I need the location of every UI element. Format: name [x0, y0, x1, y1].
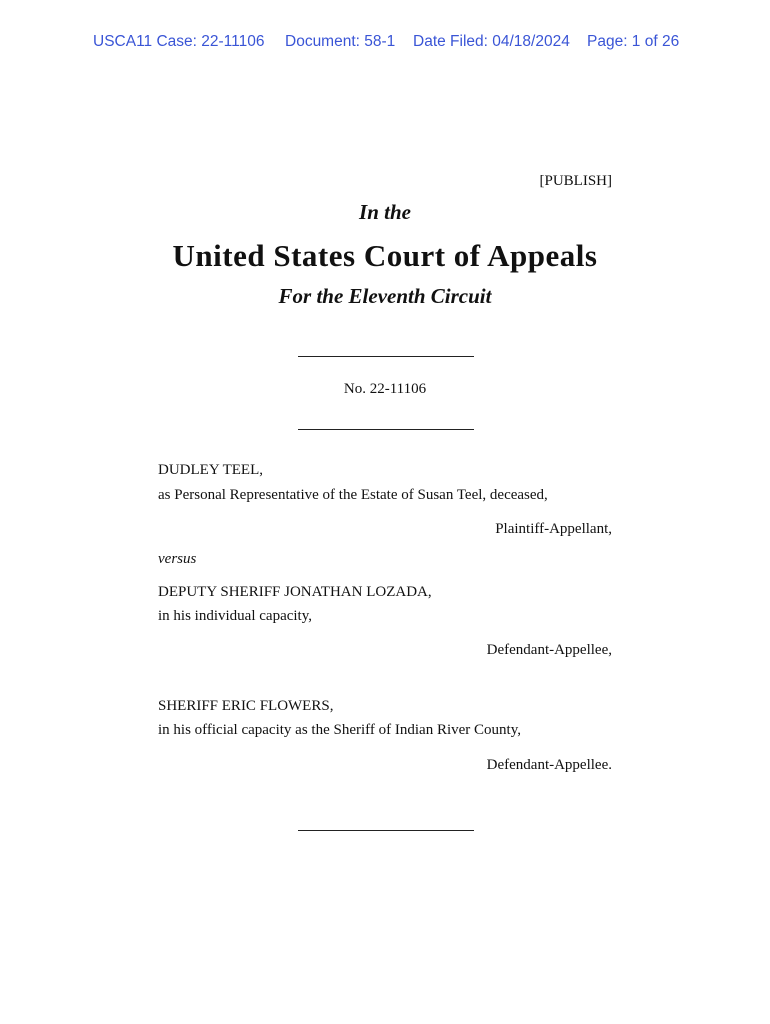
court-name: United States Court of Appeals	[172, 238, 598, 273]
plaintiff-role: Plaintiff-Appellant,	[495, 521, 612, 537]
defendant-1-capacity: in his individual capacity,	[158, 608, 312, 624]
defendant-1-name: DEPUTY SHERIFF JONATHAN LOZADA,	[158, 584, 432, 600]
circuit-name: For the Eleventh Circuit	[278, 284, 492, 308]
divider-middle	[298, 429, 474, 430]
court-intro: In the	[359, 200, 411, 224]
versus-label: versus	[158, 551, 197, 567]
case-number: No. 22-11106	[343, 381, 427, 397]
stamp-case: USCA11 Case: 22-11106	[93, 33, 265, 50]
defendant-1-role: Defendant-Appellee,	[486, 642, 612, 658]
plaintiff-capacity: as Personal Representative of the Estate of Susan Teel, deceased,	[158, 487, 548, 503]
defendant-2-role: Defendant-Appellee.	[486, 757, 612, 773]
publish-label: [PUBLISH]	[539, 173, 612, 189]
divider-top	[298, 356, 474, 357]
stamp-document: Document: 58-1	[285, 33, 396, 50]
stamp-page: Page: 1 of 26	[587, 33, 680, 50]
filing-stamp-header	[0, 33, 770, 53]
divider-bottom	[298, 830, 474, 831]
defendant-2-name: SHERIFF ERIC FLOWERS,	[158, 698, 334, 714]
defendant-2-capacity: in his official capacity as the Sheriff of Indian River County,	[158, 722, 521, 738]
stamp-date-filed: Date Filed: 04/18/2024	[413, 33, 570, 50]
plaintiff-name: DUDLEY TEEL,	[158, 462, 263, 478]
